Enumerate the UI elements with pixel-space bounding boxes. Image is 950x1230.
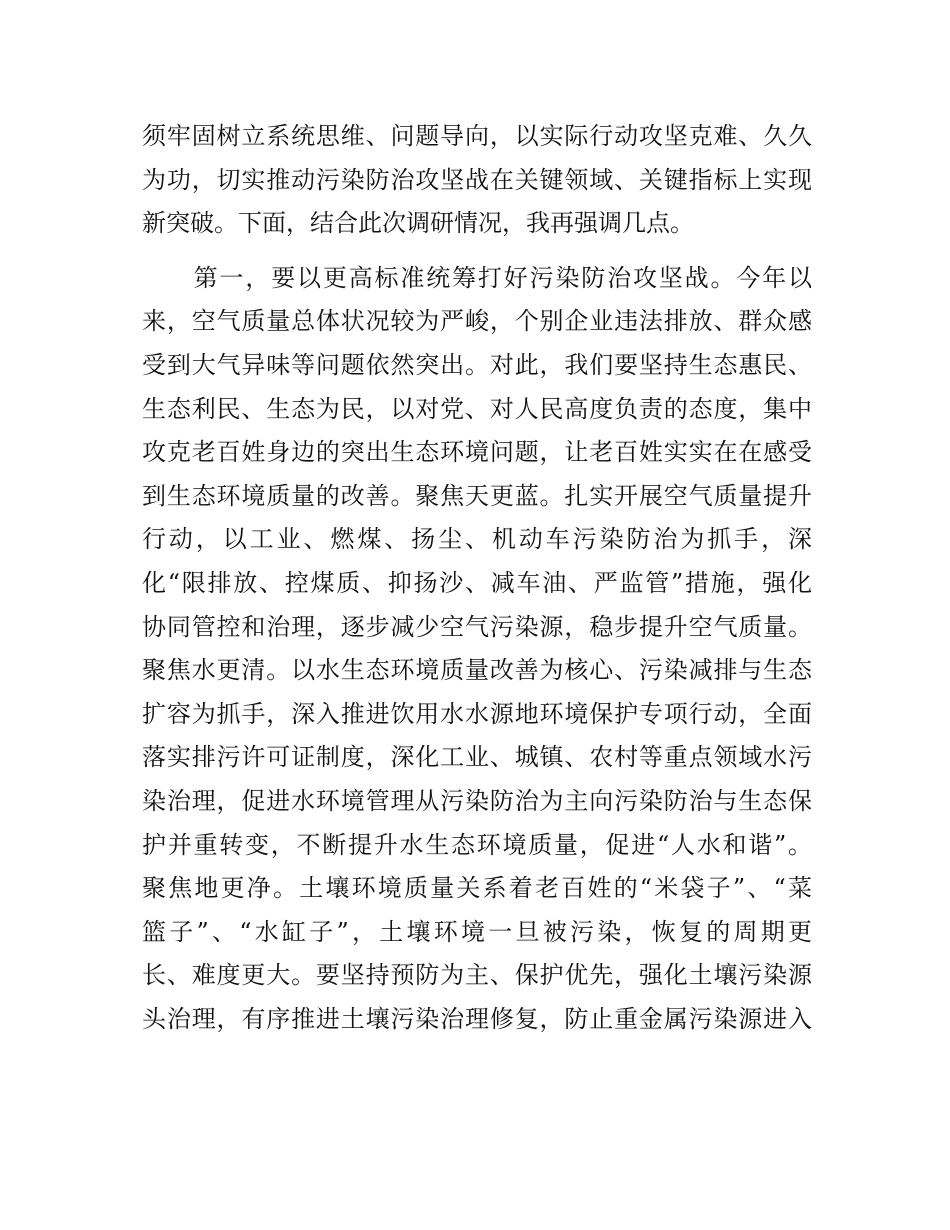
text-line: 来，空气质量总体状况较为严峻，个别企业违法排放、群众感 xyxy=(142,307,812,336)
text-line: 头治理，有序推进土壤污染治理修复，防止重金属污染源进入 xyxy=(142,1004,812,1033)
text-line: 长、难度更大。要坚持预防为主、保护优先，强化土壤污染源 xyxy=(142,961,812,990)
text-line: 第一，要以更高标准统筹打好污染防治攻坚战。今年以 xyxy=(142,263,812,292)
text-line: 为功，切实推动污染防治攻坚战在关键领域、关键指标上实现 xyxy=(142,165,812,194)
text-line: 攻克老百姓身边的突出生态环境问题，让老百姓实实在在感受 xyxy=(142,438,812,467)
text-line: 协同管控和治理，逐步减少空气污染源，稳步提升空气质量。 xyxy=(142,612,812,641)
text-line: 聚焦水更清。以水生态环境质量改善为核心、污染减排与生态 xyxy=(142,656,812,685)
text-line: 落实排污许可证制度，深化工业、城镇、农村等重点领域水污 xyxy=(142,743,812,772)
body-text xyxy=(142,115,812,1041)
text-line: 篮子”、“水缸子”，土壤环境一旦被污染，恢复的周期更 xyxy=(142,917,812,946)
text-line: 行动，以工业、燃煤、扬尘、机动车污染防治为抓手，深 xyxy=(142,525,812,554)
paragraph-2 xyxy=(142,257,812,1042)
text-line: 化“限排放、控煤质、抑扬沙、减车油、严监管”措施，强化 xyxy=(142,568,812,597)
text-line: 染治理，促进水环境管理从污染防治为主向污染防治与生态保 xyxy=(142,786,812,815)
text-line: 到生态环境质量的改善。聚焦天更蓝。扎实开展空气质量提升 xyxy=(142,481,812,510)
paragraph-spacing xyxy=(142,246,812,257)
paragraph-1 xyxy=(142,115,812,246)
text-line: 须牢固树立系统思维、问题导向，以实际行动攻坚克难、久久 xyxy=(142,122,812,150)
text-line: 受到大气异味等问题依然突出。对此，我们要坚持生态惠民、 xyxy=(142,350,812,379)
text-line: 护并重转变，不断提升水生态环境质量，促进“人水和谐”。 xyxy=(142,830,812,859)
text-line: 聚焦地更净。土壤环境质量关系着老百姓的“米袋子”、“菜 xyxy=(142,874,812,903)
text-line: 新突破。下面，结合此次调研情况，我再强调几点。 xyxy=(142,209,694,238)
text-line: 扩容为抓手，深入推进饮用水水源地环境保护专项行动，全面 xyxy=(142,699,812,728)
text-line: 生态利民、生态为民，以对党、对人民高度负责的态度，集中 xyxy=(142,394,812,423)
